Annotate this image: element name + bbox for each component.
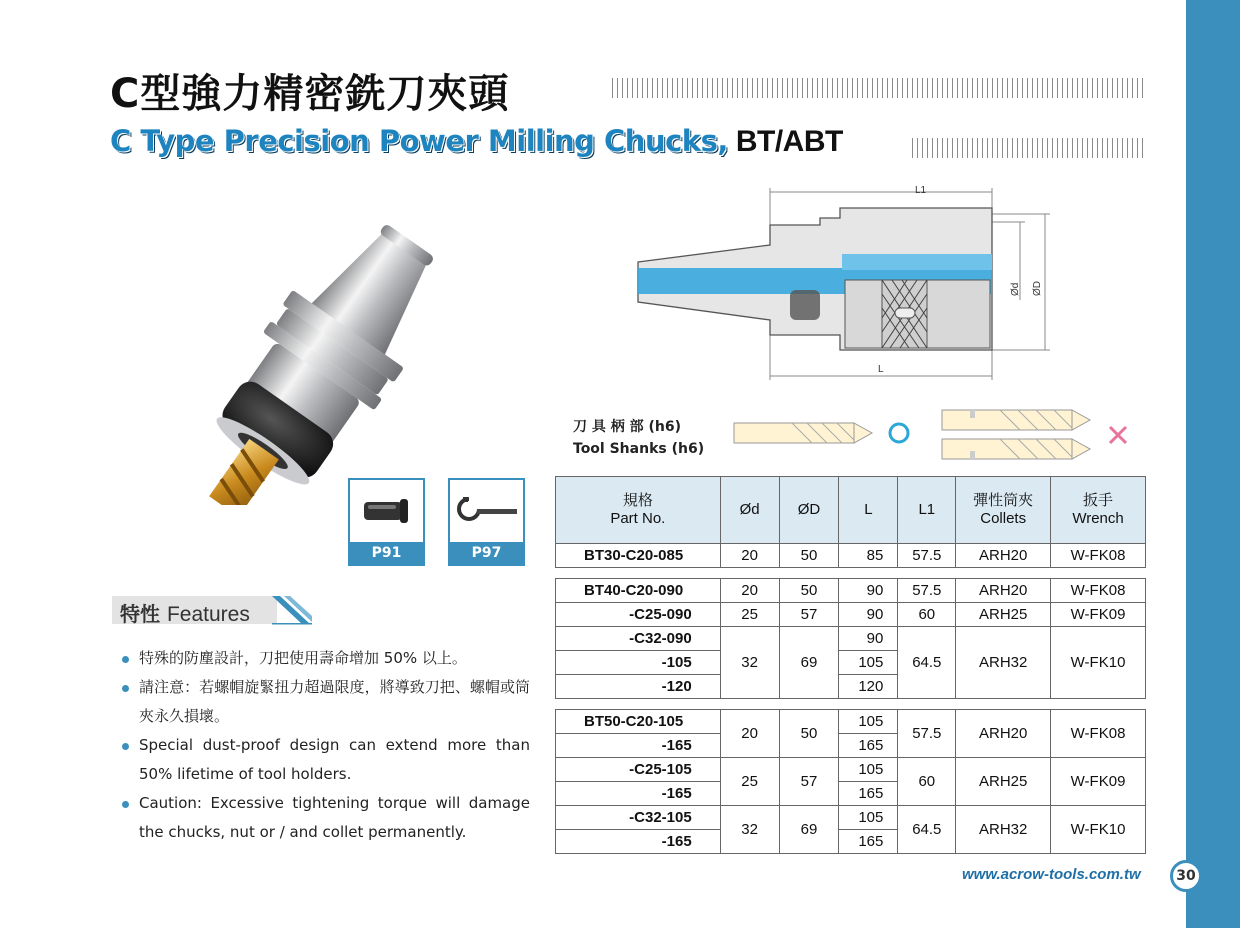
part-no-cell: -165 (556, 782, 721, 806)
l-cell: 90 (839, 627, 898, 651)
title-en-main: C Type Precision Power Milling Chucks, (110, 124, 728, 158)
part-no-cell: BT30-C20-085 (556, 544, 721, 568)
wrench-cell: W-FK10 (1051, 627, 1146, 699)
collet-cell: ARH25 (956, 603, 1051, 627)
wrench-icon (455, 491, 519, 531)
chuck-technical-drawing (620, 180, 1060, 385)
accessory-p91-label: P91 (350, 542, 423, 564)
collet-cell: ARH20 (956, 544, 1051, 568)
title-decoration-hatch (612, 78, 1144, 98)
tool-shanks-label (573, 416, 704, 460)
collet-cell: ARH20 (956, 579, 1051, 603)
l1-cell: 57.5 (898, 544, 956, 568)
table-row (556, 544, 1146, 568)
dim-big-d-label: ØD (1032, 281, 1043, 296)
header-l: L (839, 477, 898, 544)
ng-cross-icon (1110, 427, 1126, 443)
features-list (120, 644, 530, 847)
heading-stripe-icon (272, 596, 312, 626)
feature-item: 請注意：若螺帽旋緊扭力超過限度，將導致刀把、螺帽或筒夾永久損壞。 (120, 673, 530, 731)
d-cell: 25 (720, 758, 779, 806)
table-header-row (556, 477, 1146, 544)
l-cell: 105 (839, 651, 898, 675)
header-big-d: ØD (779, 477, 839, 544)
part-no-cell: -120 (556, 675, 721, 699)
accessory-p97-card[interactable] (448, 478, 525, 566)
collet-cell: ARH20 (956, 710, 1051, 758)
collet-icon (362, 496, 412, 526)
big-d-cell: 57 (779, 758, 839, 806)
l1-cell: 57.5 (898, 710, 956, 758)
page-number-badge: 30 (1170, 860, 1202, 892)
website-link[interactable]: www.acrow-tools.com.tw (962, 866, 1141, 883)
page-title-zh: C型強力精密銑刀夾頭 (110, 71, 510, 117)
d-cell: 20 (720, 544, 779, 568)
features-heading-zh: 特性 (120, 602, 160, 626)
big-d-cell: 69 (779, 627, 839, 699)
table-row (556, 579, 1146, 603)
part-no-cell: -C32-090 (556, 627, 721, 651)
table-row (556, 710, 1146, 734)
ok-circle-icon (890, 424, 908, 442)
big-d-cell: 50 (779, 544, 839, 568)
d-cell: 20 (720, 579, 779, 603)
header-collets: 彈性筒夾 Collets (956, 477, 1051, 544)
tool-shanks-label-en: Tool Shanks (h6) (573, 441, 705, 457)
milling-chuck-photo (150, 215, 480, 505)
correct-shank-illustration (732, 417, 912, 449)
table-row (556, 627, 1146, 651)
wrench-cell: W-FK08 (1051, 579, 1146, 603)
subtitle-decoration-hatch (912, 138, 1144, 158)
table-row (556, 806, 1146, 830)
feature-item: 特殊的防塵設計，刀把使用壽命增加 50% 以上。 (120, 644, 530, 673)
header-l1: L1 (898, 477, 956, 544)
l1-cell: 60 (898, 603, 956, 627)
wrench-cell: W-FK09 (1051, 603, 1146, 627)
l-cell: 105 (839, 710, 898, 734)
dim-l-label: L (878, 364, 884, 375)
l-cell: 105 (839, 806, 898, 830)
incorrect-shank-illustration (940, 405, 1130, 465)
title-en-suffix: BT/ABT (735, 125, 843, 158)
tool-shanks-label-zh: 刀 具 柄 部 (h6) (573, 419, 682, 435)
part-no-cell: -C25-105 (556, 758, 721, 782)
features-heading-en: Features (166, 603, 250, 626)
part-no-cell: -105 (556, 651, 721, 675)
l-cell: 90 (839, 579, 898, 603)
l-cell: 105 (839, 758, 898, 782)
part-no-cell: -C25-090 (556, 603, 721, 627)
features-heading (112, 596, 312, 626)
d-cell: 32 (720, 627, 779, 699)
d-cell: 25 (720, 603, 779, 627)
table-row (556, 758, 1146, 782)
big-d-cell: 50 (779, 579, 839, 603)
l-cell: 165 (839, 830, 898, 854)
l1-cell: 64.5 (898, 806, 956, 854)
l1-cell: 64.5 (898, 627, 956, 699)
accessory-p91-card[interactable] (348, 478, 425, 566)
l-cell: 90 (839, 603, 898, 627)
big-d-cell: 50 (779, 710, 839, 758)
collet-cell: ARH32 (956, 627, 1051, 699)
l1-cell: 60 (898, 758, 956, 806)
l-cell: 165 (839, 734, 898, 758)
part-no-cell: -C32-105 (556, 806, 721, 830)
page-title-en (110, 124, 843, 159)
big-d-cell: 69 (779, 806, 839, 854)
header-part-no: 規格 Part No. (556, 477, 721, 544)
wrench-cell: W-FK10 (1051, 806, 1146, 854)
d-cell: 32 (720, 806, 779, 854)
feature-item: Caution: Excessive tightening torque will damage the chucks, nut or / and collet permanently. (120, 789, 530, 847)
collet-cell: ARH32 (956, 806, 1051, 854)
table-row (556, 603, 1146, 627)
accessory-p97-label: P97 (450, 542, 523, 564)
l-cell: 165 (839, 782, 898, 806)
spec-table (555, 476, 1146, 854)
l-cell: 85 (839, 544, 898, 568)
dim-l1-label: L1 (915, 185, 927, 196)
wrench-cell: W-FK08 (1051, 544, 1146, 568)
big-d-cell: 57 (779, 603, 839, 627)
d-cell: 20 (720, 710, 779, 758)
part-no-cell: BT50-C20-105 (556, 710, 721, 734)
side-accent-bar (1186, 0, 1240, 928)
part-no-cell: -165 (556, 734, 721, 758)
part-no-cell: -165 (556, 830, 721, 854)
collet-cell: ARH25 (956, 758, 1051, 806)
part-no-cell: BT40-C20-090 (556, 579, 721, 603)
header-d: Ød (720, 477, 779, 544)
wrench-cell: W-FK08 (1051, 710, 1146, 758)
header-wrench: 扳手 Wrench (1051, 477, 1146, 544)
l-cell: 120 (839, 675, 898, 699)
dim-d-label: Ød (1010, 282, 1021, 296)
wrench-cell: W-FK09 (1051, 758, 1146, 806)
l1-cell: 57.5 (898, 579, 956, 603)
feature-item: Special dust-proof design can extend more than 50% lifetime of tool holders. (120, 731, 530, 789)
